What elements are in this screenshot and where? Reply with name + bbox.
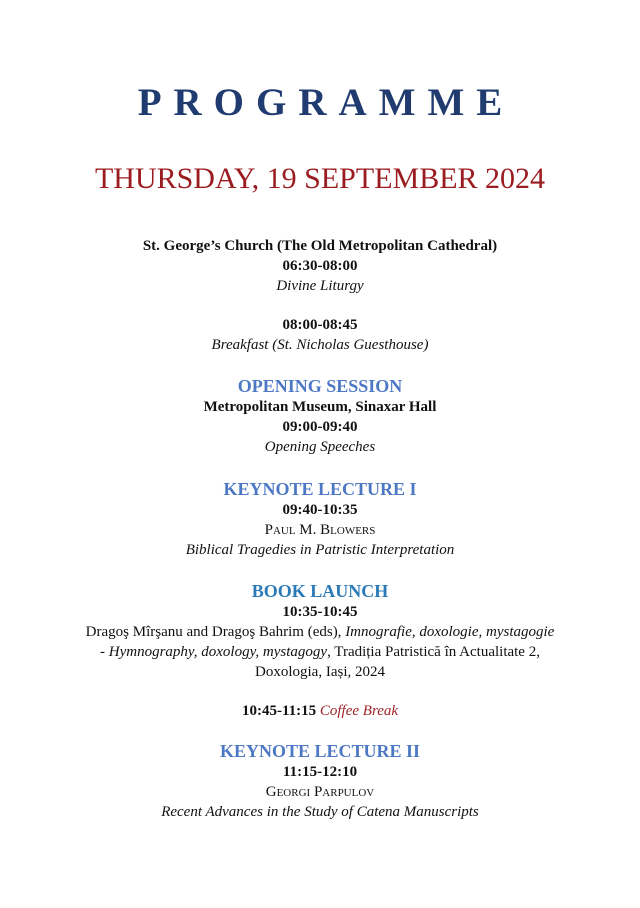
opening-session-heading: OPENING SESSION [237, 376, 403, 396]
book-authors-line [0, 622, 640, 642]
book-launch-time: 10:35-10:45 [282, 604, 358, 620]
book-title-english: - Hymnography, doxology, mystagogy [100, 644, 328, 660]
opening-time: 09:00-09:40 [282, 419, 358, 435]
opening-label: Opening Speeches [264, 439, 376, 455]
book-launch-heading: BOOK LAUNCH [251, 581, 389, 601]
page-title: PROGRAMME [137, 81, 515, 124]
breakfast-time: 08:00-08:45 [282, 317, 358, 333]
keynote-2-speaker: Georgi Parpulov [265, 784, 375, 800]
opening-venue: Metropolitan Museum, Sinaxar Hall [203, 399, 437, 415]
keynote-1-speaker: Paul M. Blowers [264, 522, 376, 538]
keynote-2-heading: KEYNOTE LECTURE II [219, 741, 421, 761]
coffee-break-line [0, 701, 640, 721]
keynote-2-talk: Recent Advances in the Study of Catena Manuscripts [161, 804, 479, 820]
keynote-1-heading: KEYNOTE LECTURE I [223, 479, 417, 499]
keynote-2-time: 11:15-12:10 [282, 764, 358, 780]
church-venue: St. George’s Church (The Old Metropolitan Cathedral) [142, 238, 498, 254]
breakfast-label: Breakfast (St. Nicholas Guesthouse) [211, 337, 429, 353]
book-series: , Tradiția Patristică în Actualitate 2, [327, 644, 540, 660]
keynote-1-time: 09:40-10:35 [282, 502, 358, 518]
book-title-line [0, 642, 640, 662]
book-publisher: Doxologia, Iași, 2024 [255, 664, 385, 680]
liturgy-label: Divine Liturgy [276, 278, 364, 294]
coffee-label: Coffee Break [319, 703, 399, 719]
liturgy-time: 06:30-08:00 [282, 258, 358, 274]
keynote-1-talk: Biblical Tragedies in Patristic Interpretation [185, 542, 455, 558]
coffee-time: 10:45-11:15 [241, 703, 317, 719]
day-heading: THURSDAY, 19 SEPTEMBER 2024 [94, 162, 546, 195]
book-title-romanian: Imnografie, doxologie, mystagogie [345, 624, 555, 640]
book-authors: Dragoş Mîrşanu and Dragoş Bahrim (eds), [85, 624, 346, 640]
